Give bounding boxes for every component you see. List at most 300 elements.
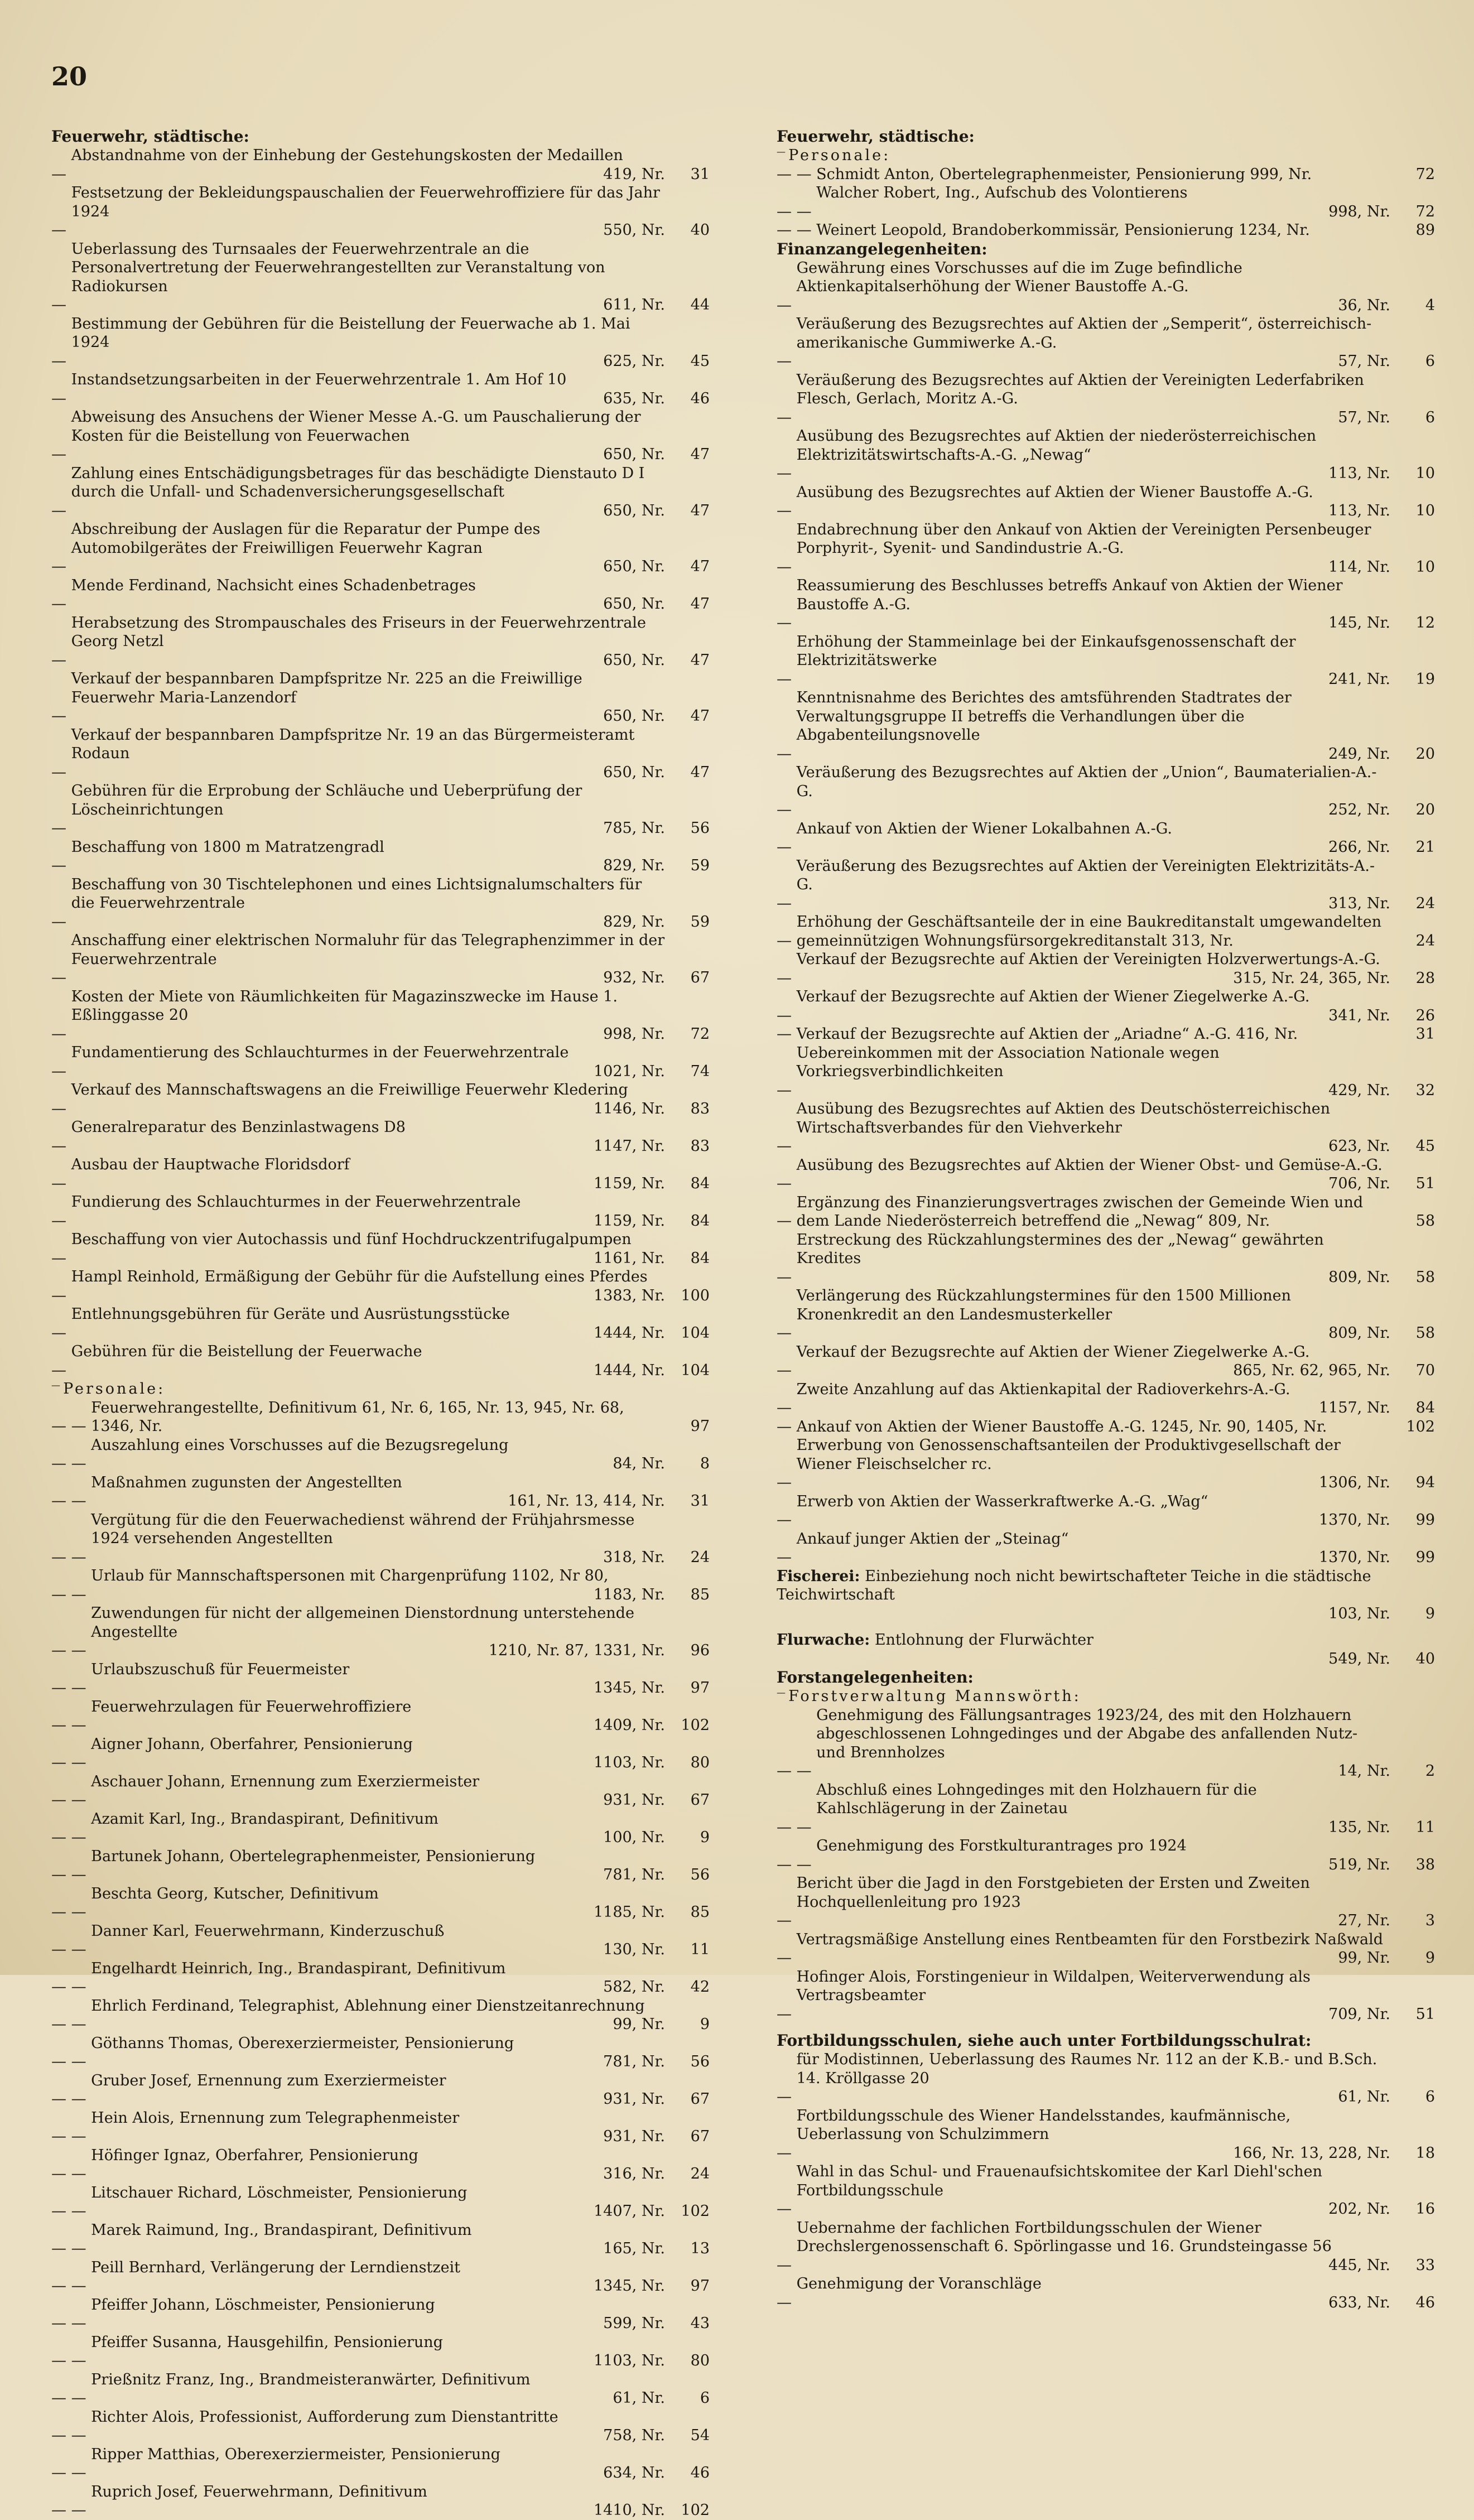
entry-text — [797, 1231, 1390, 1268]
index-entry — [51, 1660, 710, 1698]
section-heading: Finanzangelegenheiten: — [777, 239, 988, 258]
entry-text — [797, 1436, 1390, 1473]
index-entry — [51, 782, 710, 838]
section-gap — [777, 2023, 1435, 2031]
entry-title: Gruber Josef, Ernennung zum Exerziermeister — [91, 2071, 446, 2089]
entry-number: 67 — [690, 2090, 710, 2108]
entry-body — [71, 1118, 665, 1155]
entry-number: 83 — [690, 1137, 710, 1155]
index-entry — [51, 1772, 710, 1810]
entry-text — [797, 483, 1390, 502]
index-entry — [51, 2071, 710, 2109]
index-entry — [51, 464, 710, 521]
entry-title: Zahlung eines Entschädigungsbetrages für das beschädigte Dienstauto D I durch die Unfall- und Schadenversicherungsgesellschaft — [71, 464, 645, 500]
entry-number: 67 — [690, 1791, 710, 1809]
entry-dash: — — — [51, 1829, 91, 1846]
entry-reference: 634, Nr. — [603, 2464, 665, 2482]
entry-reference: 36, Nr. — [1338, 296, 1390, 314]
entry-title: Ausübung des Bezugsrechtes auf Aktien der Wiener Baustoffe A.-G. — [796, 483, 1313, 501]
entry-dash: — — — [777, 1818, 817, 1836]
left-column — [51, 127, 710, 2520]
index-entry — [51, 931, 710, 987]
entry-number: 85 — [690, 1586, 710, 1603]
entry-body — [797, 820, 1390, 857]
index-entry — [51, 1922, 710, 1959]
entry-reference: 633, Nr. — [1328, 2293, 1390, 2311]
entry-title: Verkauf der Bezugsrechte auf Aktien der Wiener Ziegelwerke A.-G. — [796, 988, 1310, 1005]
entry-title: Beschaffung von vier Autochassis und fünf Hochdruckzentrifugalpumpen — [71, 1231, 632, 1248]
index-entry — [51, 1997, 710, 2034]
entry-number: 102 — [681, 1717, 710, 1734]
entry-title: Ankauf von Aktien der Wiener Baustoffe A.-G. 1245, Nr. 90, 1405, Nr. — [796, 1418, 1327, 1435]
entry-body — [797, 371, 1390, 427]
index-entry — [51, 2370, 710, 2408]
entry-body — [71, 1193, 665, 1230]
entry-body — [71, 1155, 665, 1193]
entry-body — [777, 1567, 1390, 1623]
entry-number: 72 — [1415, 165, 1435, 183]
entry-text — [71, 315, 665, 352]
entry-body — [797, 483, 1390, 521]
entry-text — [71, 1155, 665, 1174]
index-entry — [777, 1156, 1435, 1193]
entry-body — [797, 427, 1390, 483]
entry-number: 10 — [1415, 502, 1435, 519]
index-entry — [777, 950, 1435, 987]
entry-dash: — — [777, 839, 797, 856]
index-entry — [777, 2219, 1435, 2275]
entry-title: Verkauf der Bezugsrechte auf Aktien der Wiener Ziegelwerke A.-G. — [796, 1343, 1310, 1361]
entry-text — [91, 1473, 665, 1492]
entry-body — [816, 1781, 1390, 1837]
entry-reference: 931, Nr. — [603, 2128, 665, 2145]
entry-number: 19 — [1415, 670, 1435, 688]
entry-dash: — — [777, 745, 797, 763]
entry-text — [816, 184, 1390, 203]
index-entry — [777, 1025, 1435, 1044]
entry-body — [797, 1380, 1390, 1418]
entry-title: Genehmigung des Forstkulturantrages pro 1924 — [816, 1837, 1187, 1854]
entry-reference: 316, Nr. — [603, 2165, 665, 2182]
entry-dash: — — — [51, 2277, 91, 2295]
section-heading: Feuerwehr, städtische: — [777, 127, 975, 146]
entry-number: 24 — [1415, 932, 1435, 950]
entry-reference: 550, Nr. — [603, 221, 665, 239]
entry-body — [71, 184, 665, 240]
entry-title: Ausübung des Bezugsrechtes auf Aktien der niederösterreichischen Elektrizitätswirtschafts-A.-G. „Newag“ — [796, 427, 1317, 464]
entry-number: 51 — [1415, 1175, 1435, 1192]
entry-dash: — — [51, 221, 71, 239]
entry-text — [797, 521, 1390, 558]
entry-number: 72 — [690, 1025, 710, 1043]
entry-text — [91, 2333, 665, 2352]
index-entry — [777, 1567, 1435, 1623]
entry-number: 89 — [1415, 221, 1435, 239]
right-column — [777, 127, 1435, 2520]
entry-body — [71, 370, 665, 408]
entry-body — [816, 184, 1390, 221]
entry-title: Ankauf junger Aktien der „Steinag“ — [796, 1530, 1069, 1548]
entry-number: 32 — [1415, 1081, 1435, 1099]
entry-reference: 599, Nr. — [603, 2315, 665, 2332]
entry-text — [797, 857, 1390, 894]
entry-text — [797, 1530, 1390, 1549]
entry-body — [71, 931, 665, 987]
entry-text — [91, 1810, 665, 1829]
index-entry — [777, 1530, 1435, 1567]
entry-reference: 582, Nr. — [603, 1978, 665, 1996]
entry-text — [71, 838, 665, 857]
index-entry — [777, 1100, 1435, 1156]
entry-reference: 931, Nr. — [603, 1791, 665, 1809]
entry-number: 13 — [690, 2240, 710, 2257]
entry-text — [91, 1735, 665, 1754]
entry-dash: — — [777, 296, 797, 314]
entry-body — [816, 1837, 1390, 1874]
index-entry — [51, 1342, 710, 1380]
index-entry — [51, 1305, 710, 1342]
entry-number: 97 — [690, 2277, 710, 2295]
entry-body — [91, 2408, 665, 2445]
entry-body — [797, 857, 1390, 913]
entry-reference: 103, Nr. — [1328, 1604, 1390, 1622]
entry-reference: 1370, Nr. — [1318, 1549, 1390, 1566]
subsection-label: Personale: — [63, 1380, 166, 1398]
index-entry — [777, 315, 1435, 371]
entry-title: Beschaffung von 30 Tischtelephonen und eines Lichtsignalumschalters für die Feuerwehrzentrale — [71, 875, 642, 912]
index-entry — [51, 2445, 710, 2483]
index-entry — [777, 1631, 1435, 1668]
entry-body — [797, 576, 1390, 633]
entry-title: Ueberlassung des Turnsaales der Feuerwehrzentrale an die Personalvertretung der Feuerwehrangestellten zur Veranstaltung von Radiokursen — [71, 240, 605, 295]
entry-dash: — — [51, 1212, 71, 1230]
entry-body — [71, 464, 665, 521]
entry-number: 46 — [1415, 2293, 1435, 2311]
index-entry — [51, 1567, 710, 1604]
entry-body — [797, 1530, 1390, 1567]
index-entry — [777, 987, 1435, 1025]
entry-number: 104 — [681, 1324, 710, 1342]
entry-body — [91, 1399, 665, 1436]
entry-reference: 1147, Nr. — [593, 1137, 665, 1155]
entry-dash: — — [51, 558, 71, 575]
entry-reference: 785, Nr. — [603, 820, 665, 837]
entry-number: 84 — [1415, 1399, 1435, 1416]
index-entry — [777, 1436, 1435, 1492]
entry-text — [91, 1604, 665, 1641]
entry-reference: 998, Nr. — [603, 1025, 665, 1043]
entry-text — [797, 763, 1390, 801]
entry-title: Fundamentierung des Schlauchturmes in der Feuerwehrzentrale — [71, 1044, 569, 1061]
entry-title: Litschauer Richard, Löschmeister, Pensionierung — [91, 2184, 468, 2201]
entry-number: 58 — [1415, 1268, 1435, 1286]
entry-text — [797, 1025, 1390, 1044]
entry-title: Vertragsmäßige Anstellung eines Rentbeamten für den Forstbezirk Naßwald — [796, 1930, 1384, 1948]
index-entry — [51, 2146, 710, 2184]
entry-dash: — — [777, 969, 797, 987]
entry-title: Engelhardt Heinrich, Ing., Brandaspirant, Definitivum — [91, 1959, 506, 1977]
entry-number: 40 — [690, 221, 710, 239]
entry-number: 102 — [681, 2203, 710, 2220]
entry-dash: — — [777, 1949, 797, 1967]
entry-text — [91, 1511, 665, 1548]
index-entry — [777, 576, 1435, 633]
index-entry — [51, 875, 710, 932]
entry-number: 80 — [690, 2352, 710, 2369]
entry-text — [797, 1874, 1390, 1911]
entry-reference: 241, Nr. — [1328, 670, 1390, 688]
entry-reference: 781, Nr. — [603, 2053, 665, 2070]
entry-text — [797, 2107, 1390, 2144]
entry-dash: — — [777, 1175, 797, 1192]
entry-title: Hampl Reinhold, Ermäßigung der Gebühr für die Aufstellung eines Pferdes — [71, 1268, 648, 1285]
entry-dash: — — — [51, 2352, 91, 2369]
entry-dash: — — [51, 1324, 71, 1342]
entry-text — [91, 2184, 665, 2203]
entry-title: Ankauf von Aktien der Wiener Lokalbahnen A.-G. — [796, 820, 1172, 837]
index-entry — [777, 2107, 1435, 2163]
entry-dash: — — [51, 1025, 71, 1043]
entry-dash: — — [51, 969, 71, 986]
entry-number: 84 — [690, 1249, 710, 1267]
entry-dash: — — — [51, 1717, 91, 1734]
entry-text — [797, 987, 1390, 1006]
index-entry — [51, 1473, 710, 1511]
entry-reference: 781, Nr. — [603, 1866, 665, 1883]
index-entry — [51, 1268, 710, 1305]
entry-text — [797, 1193, 1390, 1231]
entry-title: Richter Alois, Professionist, Aufforderung zum Dienstantritte — [91, 2408, 558, 2426]
entry-dash: — — [777, 2200, 797, 2218]
index-entry — [51, 2109, 710, 2146]
entry-body — [91, 1772, 665, 1810]
entry-dash: — — [51, 1137, 71, 1155]
entry-dash: — — [51, 1380, 64, 1390]
entry-title: Wahl in das Schul- und Frauenaufsichtskomitee der Karl Diehl'schen Fortbildungsschule — [796, 2163, 1323, 2199]
entry-title: Urlaub für Mannschaftspersonen mit Chargenprüfung 1102, Nr 80, — [91, 1567, 609, 1584]
index-entry — [51, 576, 710, 614]
entry-reference: 623, Nr. — [1328, 1138, 1390, 1155]
entry-title: Göthanns Thomas, Oberexerziermeister, Pensionierung — [91, 2034, 514, 2052]
entry-reference: 99, Nr. — [613, 2016, 665, 2033]
index-entry — [777, 1492, 1435, 1530]
entry-title: Verkauf der bespannbaren Dampfspritze Nr. 19 an das Bürgermeisteramt Rodaun — [71, 726, 635, 762]
index-entry — [777, 427, 1435, 483]
entry-text — [71, 987, 665, 1025]
section-heading: Feuerwehr, städtische: — [51, 127, 249, 146]
entry-text — [797, 1380, 1390, 1399]
entry-number: 56 — [690, 1866, 710, 1883]
entry-text — [91, 2296, 665, 2315]
entry-text — [797, 1156, 1390, 1175]
entry-number: 31 — [1415, 1025, 1435, 1043]
entry-dash: — — [777, 353, 797, 370]
entry-title: Prießnitz Franz, Ing., Brandmeisteranwärter, Definitivum — [91, 2370, 531, 2388]
entry-reference: 1370, Nr. — [1318, 1511, 1390, 1529]
entry-body — [71, 1081, 665, 1118]
entry-title: Ausübung des Bezugsrechtes auf Aktien der Wiener Obst- und Gemüse-A.-G. — [796, 1156, 1383, 1174]
entry-text — [797, 2162, 1390, 2200]
entry-title: Ausübung des Bezugsrechtes auf Aktien des Deutschösterreichischen Wirtschaftsverbandes für den Viehverkehr — [796, 1100, 1331, 1136]
entry-number: 74 — [690, 1062, 710, 1080]
entry-text — [797, 1418, 1390, 1437]
entry-dash: — — [51, 651, 71, 669]
entry-text — [91, 1660, 665, 1679]
entry-reference: 1383, Nr. — [593, 1286, 665, 1304]
entry-reference: 706, Nr. — [1328, 1175, 1390, 1192]
entry-text — [71, 1268, 665, 1286]
entry-body — [91, 2034, 665, 2071]
index-entry — [777, 2050, 1435, 2107]
entry-text — [797, 576, 1390, 614]
entry-dash: — — [777, 1212, 797, 1230]
entry-body — [816, 1706, 1390, 1781]
entry-body — [797, 1492, 1390, 1530]
entry-number: 9 — [700, 2016, 710, 2033]
entry-number: 46 — [690, 389, 710, 407]
entry-title: Fundierung des Schlauchturmes in der Feuerwehrzentrale — [71, 1193, 521, 1211]
entry-reference: 829, Nr. — [603, 913, 665, 931]
entry-title: Walcher Robert, Ing., Aufschub des Volontierens — [816, 184, 1188, 201]
entry-body — [797, 1418, 1390, 1437]
entry-title: Weinert Leopold, Brandoberkommissär, Pensionierung 1234, Nr. — [816, 221, 1310, 239]
entry-dash: — — [777, 1025, 797, 1043]
entry-text — [797, 2050, 1390, 2088]
entry-text — [816, 165, 1390, 184]
entry-reference: 1444, Nr. — [593, 1361, 665, 1379]
entry-reference: 57, Nr. — [1338, 408, 1390, 426]
index-entry — [777, 2275, 1435, 2312]
entry-dash: — — [51, 1361, 71, 1379]
entry-text — [71, 240, 665, 296]
entry-title: Mende Ferdinand, Nachsicht eines Schadenbetrages — [71, 576, 476, 594]
entry-body — [91, 2483, 665, 2520]
index-entry — [51, 146, 710, 184]
entry-number: 85 — [690, 1904, 710, 1921]
entry-number: 51 — [1415, 2005, 1435, 2023]
entry-text — [71, 520, 665, 557]
section-gap — [777, 1623, 1435, 1631]
entry-reference: 61, Nr. — [613, 2389, 665, 2407]
index-entry — [51, 2258, 710, 2296]
entry-number: 11 — [1415, 1818, 1435, 1836]
entry-number: 10 — [1415, 558, 1435, 576]
entry-text — [797, 1100, 1390, 1137]
entry-title: Verkauf der Bezugsrechte auf Aktien der „Ariadne“ A.-G. 416, Nr. — [796, 1025, 1298, 1043]
entry-reference: 165, Nr. — [603, 2240, 665, 2257]
entry-dash: — — [777, 2293, 797, 2311]
entry-number: 11 — [690, 1941, 710, 1958]
entry-reference: 650, Nr. — [603, 558, 665, 575]
entry-number: 40 — [1415, 1650, 1435, 1668]
entry-number: 58 — [1415, 1324, 1435, 1342]
entry-reference: 1444, Nr. — [593, 1324, 665, 1342]
index-entry — [51, 370, 710, 408]
entry-text — [797, 1968, 1390, 2005]
entry-text — [71, 726, 665, 763]
index-entry — [51, 2333, 710, 2370]
subsection-label: Personale: — [788, 147, 891, 164]
entry-reference: 1210, Nr. 87, 1331, Nr. — [488, 1642, 665, 1659]
entry-body — [91, 1735, 665, 1772]
index-entry — [51, 1604, 710, 1660]
entry-dash: — — [777, 1362, 797, 1379]
entry-body — [91, 2296, 665, 2333]
index-entry — [51, 1885, 710, 1922]
entry-dash: — — — [51, 1904, 91, 1921]
entry-number: 97 — [690, 1679, 710, 1697]
index-entry — [51, 1959, 710, 1997]
entry-dash: — — — [51, 2090, 91, 2108]
entry-dash: — — [777, 465, 797, 482]
entry-title: Höfinger Ignaz, Oberfahrer, Pensionierung — [91, 2146, 418, 2164]
index-entry — [51, 315, 710, 371]
entry-dash: — — [51, 595, 71, 613]
entry-dash: — — — [51, 2389, 91, 2407]
entry-body — [71, 1043, 665, 1081]
entry-text — [91, 1847, 665, 1866]
index-entry — [777, 521, 1435, 577]
index-entry — [51, 2408, 710, 2445]
subsection-heading — [777, 1687, 1435, 1706]
entry-title: Zuwendungen für nicht der allgemeinen Dienstordnung unterstehende Angestellte — [91, 1604, 634, 1641]
entry-body — [71, 782, 665, 838]
entry-title: Erhöhung der Stammeinlage bei der Einkaufsgenossenschaft der Elektrizitätswerke — [796, 633, 1296, 669]
entry-dash: — — [777, 1912, 797, 1929]
entry-body — [797, 2162, 1390, 2219]
index-entry — [51, 1043, 710, 1081]
entry-dash: — — [51, 857, 71, 874]
entry-text — [797, 1930, 1390, 1949]
entry-body — [797, 2275, 1390, 2312]
entry-title: Aschauer Johann, Ernennung zum Exerziermeister — [91, 1772, 480, 1790]
entry-reference: 445, Nr. — [1328, 2256, 1390, 2274]
entry-title: Gebühren für die Beistellung der Feuerwache — [71, 1343, 422, 1360]
entry-number: 20 — [1415, 801, 1435, 818]
entry-number: 28 — [1415, 969, 1435, 987]
entry-number: 44 — [690, 296, 710, 314]
entry-label: Fischerei: — [777, 1567, 860, 1585]
entry-text — [71, 464, 665, 502]
entry-dash: — — [51, 1062, 71, 1080]
index-entry — [777, 1968, 1435, 2024]
entry-dash: — — [51, 707, 71, 725]
entry-reference: 809, Nr. — [1328, 1324, 1390, 1342]
entry-reference: 1157, Nr. — [1318, 1399, 1390, 1416]
entry-dash: — — — [51, 2427, 91, 2444]
entry-reference: 1183, Nr. — [593, 1586, 665, 1603]
entry-title: Reassumierung des Beschlusses betreffs Ankauf von Aktien der Wiener Baustoffe A.-G. — [796, 577, 1343, 613]
entry-title: Anschaffung einer elektrischen Normaluhr für das Telegraphenzimmer in der Feuerwehrzentrale — [71, 932, 665, 968]
entry-number: 43 — [690, 2315, 710, 2332]
index-entry — [51, 726, 710, 782]
entry-title: Entlohnung der Flurwächter — [874, 1631, 1094, 1649]
index-entry — [51, 1155, 710, 1193]
entry-dash: — — — [51, 2315, 91, 2332]
entry-text — [71, 782, 665, 819]
entry-text — [91, 1772, 665, 1791]
index-entry — [777, 184, 1435, 221]
entry-body — [797, 1874, 1390, 1930]
entry-title: Veräußerung des Bezugsrechtes auf Aktien der „Union“, Baumaterialien-A.-G. — [796, 764, 1377, 800]
entry-number: 80 — [690, 1754, 710, 1771]
entry-title: Bartunek Johann, Obertelegraphenmeister, Pensionierung — [91, 1847, 536, 1865]
entry-title: Einbeziehung noch nicht bewirtschafteter Teiche in die städtische Teichwirtschaft — [777, 1567, 1371, 1603]
index-entry — [777, 1193, 1435, 1231]
entry-dash: — — [51, 389, 71, 407]
entry-body — [91, 1959, 665, 1997]
entry-body — [91, 1660, 665, 1698]
